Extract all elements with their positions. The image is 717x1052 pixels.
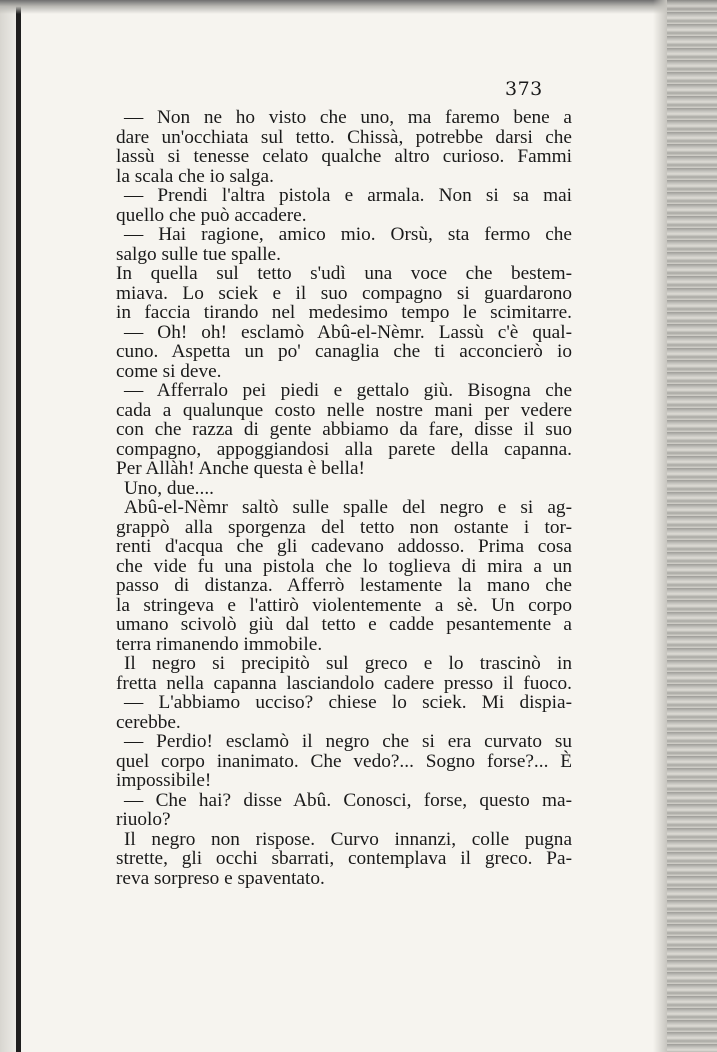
page-number: 373 (505, 78, 543, 100)
text-line: — Non ne ho visto che uno, ma faremo bene a (124, 107, 572, 128)
text-line: fretta nella capanna lasciandolo cadere presso il fuoco. (116, 672, 572, 694)
text-line: Il negro si precipitò sul greco e lo trascinò in (124, 653, 572, 674)
text-line: umano scivolò giù dal tetto e cadde pesantemente a (116, 614, 572, 635)
text-line: quello che può accadere. (116, 204, 307, 226)
text-line: grappò alla sporgenza del tetto non ostante i tor- (116, 516, 572, 538)
text-line: — Hai ragione, amico mio. Orsù, sta fermo che (124, 224, 572, 245)
text-line: — Afferralo pei piedi e gettalo giù. Bisogna che (124, 380, 572, 401)
text-line: strette, gli occhi sbarrati, contemplava il greco. Pa- (116, 848, 572, 869)
text-line: dare un'occhiata sul tetto. Chissà, potrebbe darsi che (116, 126, 572, 148)
text-line: — Oh! oh! esclamò Abû-el-Nèmr. Lassù c'è qual- (124, 321, 572, 343)
text-line: reva sorpreso e spaventato. (116, 867, 325, 889)
text-line: la stringeva e l'attirò violentemente a sè. Un corpo (116, 594, 572, 616)
text-line: passo di distanza. Afferrò lestamente la mano che (116, 575, 572, 596)
text-line: in faccia tirando nel medesimo tempo le scimitarre. (116, 302, 572, 323)
text-line: terra rimanendo immobile. (116, 633, 323, 655)
text-line: la scala che io salga. (116, 165, 274, 187)
text-line: come si deve. (116, 360, 222, 382)
text-line: lassù si tenesse celato qualche altro curioso. Fammi (116, 146, 572, 167)
right-edge-fade (653, 0, 667, 1052)
text-line: che vide fu una pistola che lo toglieva di mira a un (116, 555, 572, 577)
text-line: — Perdio! esclamò il negro che si era curvato su (124, 731, 572, 752)
body-text (116, 108, 572, 888)
text-line: renti d'acqua che gli cadevano addosso. Prima cosa (116, 536, 572, 557)
text-line: Per Allàh! Anche questa è bella! (116, 458, 365, 479)
text-line: compagno, appoggiandosi alla parete della capanna. (116, 438, 572, 460)
text-line: Abû-el-Nèmr saltò sulle spalle del negro e si ag- (124, 497, 572, 518)
text-line: — Che hai? disse Abû. Conosci, forse, questo ma- (124, 789, 572, 811)
text-line: — Prendi l'altra pistola e armala. Non si sa mai (124, 185, 572, 206)
text-line: cerebbe. (116, 711, 181, 733)
binding-spine (16, 0, 21, 1052)
text-line: impossibile! (116, 770, 212, 791)
page-edge-stack (667, 0, 717, 1052)
text-line: Il negro non rispose. Curvo innanzi, colle pugna (124, 828, 572, 850)
spine-shadow (0, 0, 16, 1052)
text-line: In quella sul tetto s'udì una voce che bestem- (116, 263, 572, 284)
top-edge-shadow (0, 0, 717, 14)
text-line: con che razza di gente abbiamo da fare, disse il suo (116, 419, 572, 440)
text-line: cada a qualunque costo nelle nostre mani per vedere (116, 399, 572, 421)
text-line: Uno, due.... (124, 477, 214, 499)
text-line: salgo sulle tue spalle. (116, 243, 281, 265)
text-line: riuolo? (116, 809, 171, 830)
text-line: quel corpo inanimato. Che vedo?... Sogno forse?... È (116, 750, 572, 772)
text-line: — L'abbiamo ucciso? chiese lo sciek. Mi dispia- (124, 692, 572, 713)
text-line: cuno. Aspetta un po' canaglia che ti acconcierò io (116, 341, 572, 362)
text-line: miava. Lo sciek e il suo compagno si guardarono (116, 282, 572, 304)
